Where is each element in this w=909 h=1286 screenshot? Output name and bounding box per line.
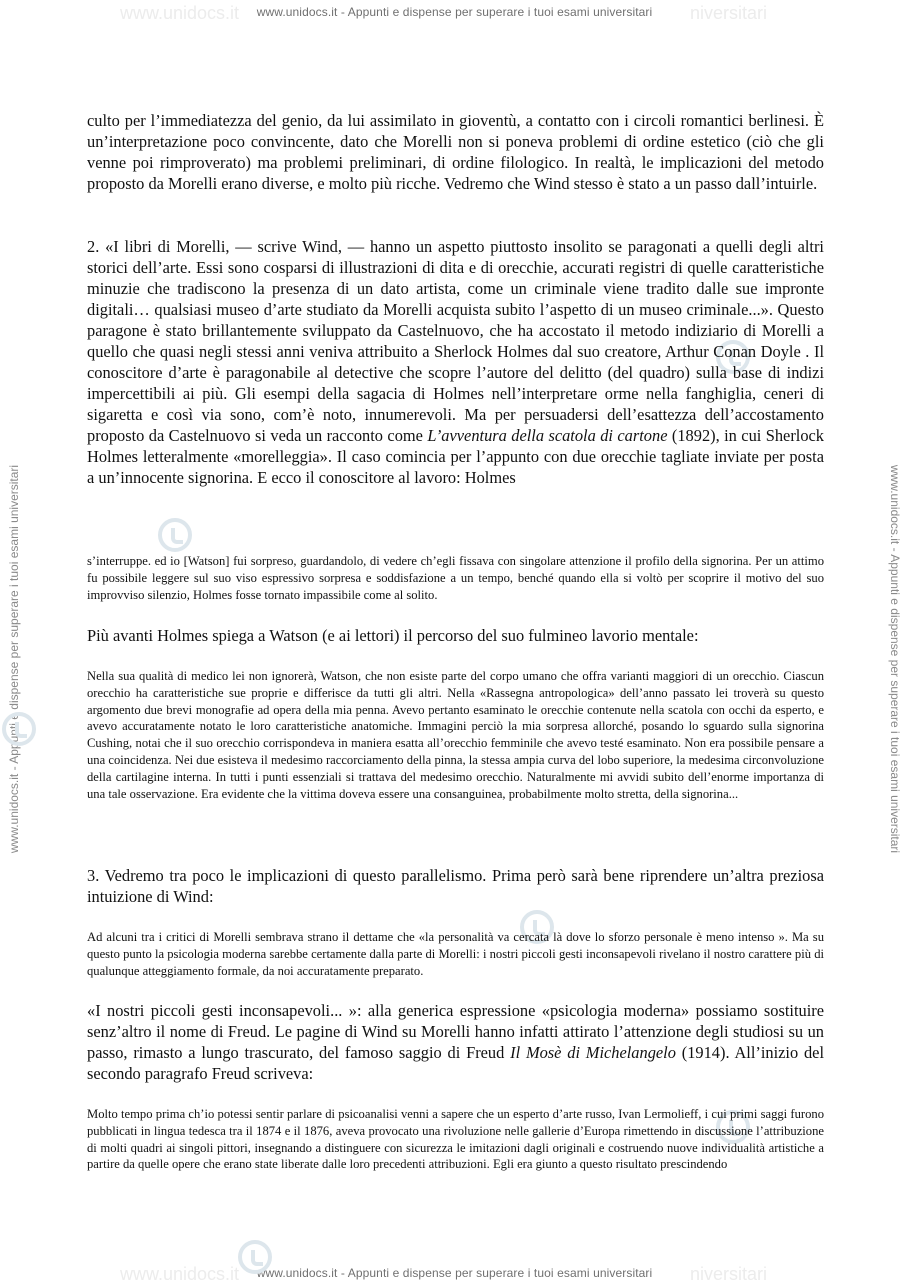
paragraph-holmes-explains: Più avanti Holmes spiega a Watson (e ai lettori) il percorso del suo fulmineo lavorio mentale: <box>87 626 699 645</box>
paragraph-section-2-text-b: (1892), in cui Sherlock Holmes letteralmente «morelleggia». Il caso comincia per l’appunto con due orecchie tagliate inviate per posta a un’innocente signorina. E ecco il conoscitore al lavoro: Holmes <box>87 426 825 487</box>
unidocs-logo-icon <box>158 518 192 552</box>
watermark-ghost-site-top: www.unidocs.it <box>120 3 240 23</box>
paragraph-intro: culto per l’immediatezza del genio, da lui assimilato in gioventù, a contatto con i circoli romantici berlinesi. È un’interpretazione poco convincente, dato che Morelli non si poneva problemi di ordine estetico (ciò che gli venne poi rimproverato) ma problemi preliminari, di ordine filologico. In realtà, le implicazioni del metodo proposto da Morelli erano diverse, e molto più ricche. Vedremo che Wind stesso è stato a un passo dall’intuirle. <box>87 111 824 193</box>
watermark-ghost-tail-bottom: niversitari <box>690 1264 768 1284</box>
watermark-bottom-banner: www.unidocs.it - Appunti e dispense per superare i tuoi esami universitari <box>256 1266 653 1280</box>
paragraph-freud-text-a: «I nostri piccoli gesti inconsapevoli... »: alla generica espressione «psicologia moderna» possiamo sostituire senz’altro il nome di Freud. Le pagine di Wind su Morelli hanno infatti attirato l’attenzione degli studiosi su un passo, rimasto a lungo trascurato, del famoso saggio di Freud <box>87 1001 824 1062</box>
paragraph-freud-text-b: (1914). All’inizio del secondo paragrafo Freud scriveva: <box>87 1043 824 1083</box>
watermark-right-side: www.unidocs.it - Appunti e dispense per superare i tuoi esami universitari <box>888 464 902 854</box>
paragraph-freud <box>87 1000 824 1084</box>
quote-wind-morelli: Ad alcuni tra i critici di Morelli sembrava strano il dettame che «la personalità va cercata là dove lo sforzo personale è meno intenso ». Ma su questo punto la psicologia moderna sarebbe certamente dalla parte di Morelli: i nostri piccoli gesti inconsapevoli rivelano il nostro carattere più di qualunque atteggiamento formale, da noi accuratamente preparato. <box>87 930 824 978</box>
paragraph-section-2 <box>87 236 824 488</box>
watermark-top-banner: www.unidocs.it - Appunti e dispense per superare i tuoi esami universitari <box>256 5 653 19</box>
unidocs-logo-icon <box>2 712 36 746</box>
unidocs-logo-icon <box>238 1240 272 1274</box>
quote-freud-lermolieff: Molto tempo prima ch’io potessi sentir parlare di psicoanalisi venni a sapere che un esperto d’arte russo, Ivan Lermolieff, i cui primi saggi furono pubblicati in lingua tedesca tra il 1874 e il 1876, aveva provocato una rivoluzione nelle gallerie d’Europa rimettendo in discussione l’attribuzione di molti quadri ai singoli pittori, insegnando a distinguere con sicurezza le imitazioni dagli originali e costruendo nuove individualità artistiche a partire da quelle opere che erano state liberate dalle loro precedenti attribuzioni. Egli era giunto a questo risultato prescindendo <box>87 1107 824 1172</box>
watermark-left-side: www.unidocs.it - Appunti e dispense per superare i tuoi esami universitari <box>7 464 21 854</box>
paragraph-section-3: 3. Vedremo tra poco le implicazioni di questo parallelismo. Prima però sarà bene riprendere un’altra preziosa intuizione di Wind: <box>87 866 824 906</box>
paragraph-section-2-text-a: 2. «I libri di Morelli, — scrive Wind, — hanno un aspetto piuttosto insolito se paragonati a quelli degli altri storici dell’arte. Essi sono cosparsi di illustrazioni di dita e di orecchie, accurati registri di quelle caratteristiche minuzie che tradiscono la presenza di un dato artista, come un criminale viene tradito dalle sue impronte digitali… qualsiasi museo d’arte studiato da Morelli acquista subito l’aspetto di un museo criminale...». Questo paragone è stato brillantemente sviluppato da Castelnuovo, che ha accostato il metodo indiziario di Morelli a quello che quasi negli stessi anni veniva attribuito a Sherlock Holmes dal suo creatore, Arthur Conan Doyle . Il conoscitore d’arte è paragonabile al detective che scopre l’autore del delitto (del quadro) sulla base di indizi impercettibili ai più. Gli esempi della sagacia di Holmes nell’interpretare orme nella fanghiglia, ceneri di sigaretta e così via sono, com’è noto, innumerevoli. Ma per persuadersi dell’esattezza dell’accostamento proposto da Castelnuovo si veda un racconto come <box>87 237 824 445</box>
essay-title-mose-di-michelangelo: Il Mosè di Michelangelo <box>510 1043 676 1062</box>
story-title-scatola-di-cartone: L’avventura della scatola di cartone <box>427 426 668 445</box>
quote-watson: s’interruppe. ed io [Watson] fui sorpreso, guardandolo, di vedere ch’egli fissava con singolare attenzione il profilo della signorina. Per un attimo fu possibile leggere sul suo viso espressivo sorpresa e soddisfazione a un tempo, benché quando ella si voltò per scoprire il motivo del suo improvviso silenzio, Holmes fosse tornato impassibile come al solito. <box>87 554 824 602</box>
watermark-ghost-tail-top: niversitari <box>690 3 768 23</box>
watermark-ghost-site-bottom: www.unidocs.it <box>120 1264 240 1284</box>
quote-holmes-ear: Nella sua qualità di medico lei non ignorerà, Watson, che non esiste parte del corpo umano che offra varianti maggiori di un orecchio. Ciascun orecchio ha caratteristiche sue proprie e differisce da tutti gli altri. Nella «Rassegna antropologica» dell’anno passato lei troverà su questo argomento due brevi monografie ad opera della mia penna. Avevo pertanto esaminato le orecchie contenute nella scatola con occhi da esperto, e avevo accuratamente notato le loro caratteristiche anatomiche. Immagini perciò la mia sorpresa allorché, posando lo sguardo sulla signorina Cushing, notai che il suo orecchio corrispondeva in maniera esatta all’orecchio femminile che avevo testé esaminato. Non era possibile pensare a una coincidenza. Nei due esisteva il medesimo raccorciamento della pinna, la stessa ampia curva del lobo superiore, la medesima circonvoluzione della cartilagine interna. In tutti i punti essenziali si trattava del medesimo orecchio. Naturalmente mi avvidi subito dell’enorme importanza di una tale osservazione. Era evidente che la vittima doveva essere una consanguinea, probabilmente molto stretta, della signorina... <box>87 669 824 801</box>
